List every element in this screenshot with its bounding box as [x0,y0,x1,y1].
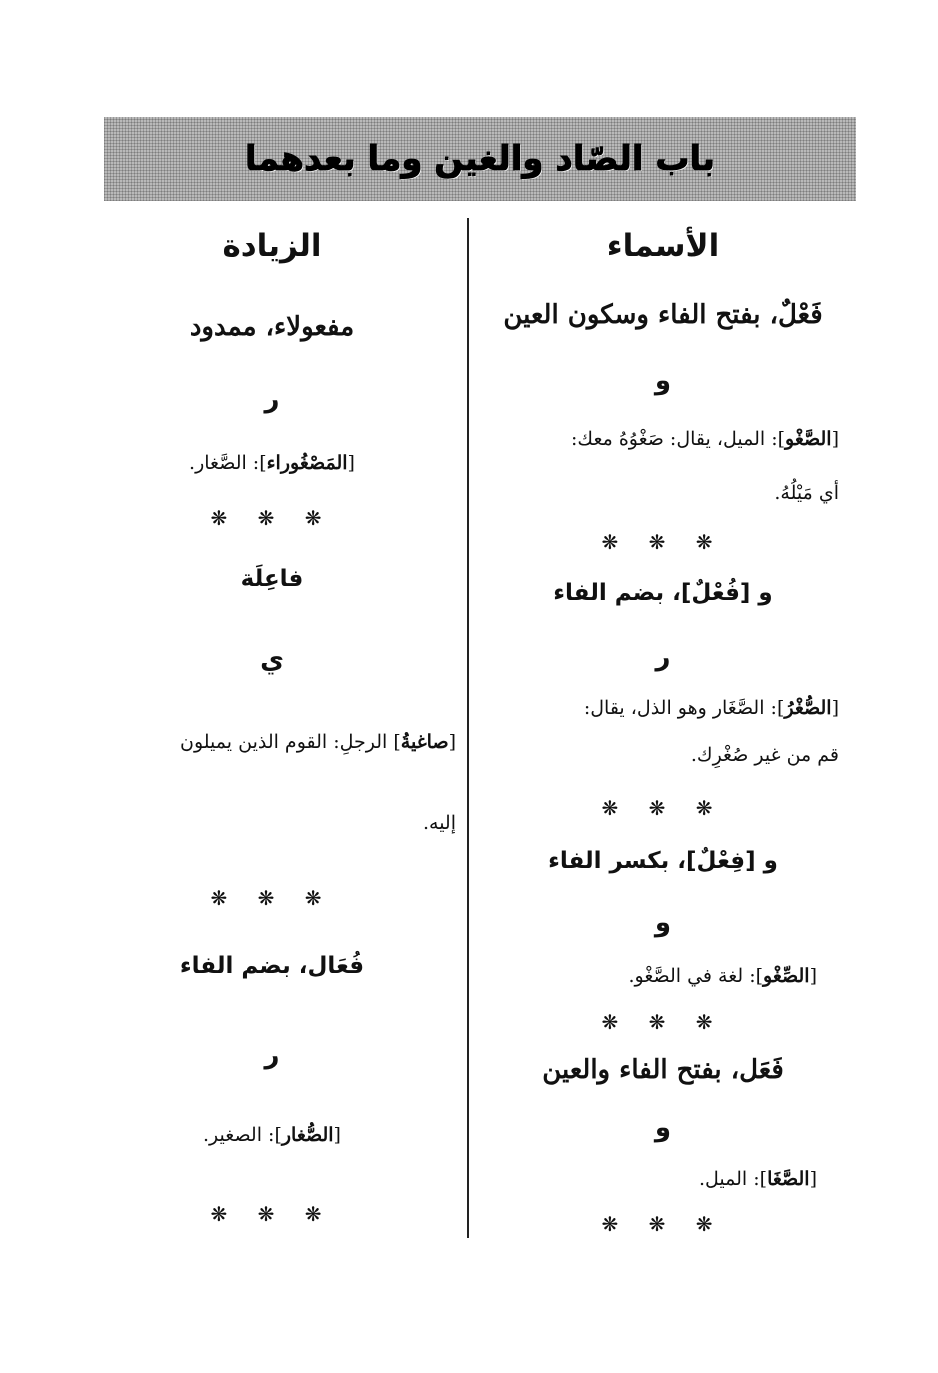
column-divider [467,218,469,1238]
section-title: فَعَل، بفتح الفاء والعين [542,1055,784,1085]
headword: الصَّغْو [785,428,832,450]
root-letter: ر [655,642,671,672]
section-title: فُعَال، بضم الفاء [179,953,365,979]
headword: الصِّغْو [763,965,810,987]
definition: : الصَّغار. [189,452,260,474]
definition: : الميل. [699,1168,760,1190]
entry-line: [صاغيةُ] الرجلِ: القوم الذين يميلون [180,731,456,753]
separator-stars: ❋ ❋ ❋ [210,1202,334,1226]
root-letter: ي [260,645,284,675]
root-letter: ر [264,384,280,414]
entry-line-continued: إليه. [422,812,456,834]
headword: الصَّغَا [767,1168,810,1190]
entry-line: [الصُّغار]: الصغير. [203,1124,341,1146]
left-heading: الزيادة [222,228,322,264]
entry-line: [المَصْغُوراء]: الصَّغار. [189,452,355,474]
separator-stars: ❋ ❋ ❋ [210,886,334,910]
entry-line: [الصِّغْو]: لغة في الصَّغْو. [628,965,817,987]
separator-stars: ❋ ❋ ❋ [601,796,725,820]
root-letter: و [654,908,672,938]
entry-line-continued: أي مَيْلُهُ. [774,482,839,504]
entry-line: [الصُّغْرُ]: الصَّغَار وهو الذل، يقال: [583,697,839,719]
headword: المَصْغُوراء [266,452,348,474]
separator-stars: ❋ ❋ ❋ [601,530,725,554]
section-title: فاعِلَة [240,566,304,592]
root-letter: و [654,366,672,396]
definition: : لغة في الصَّغْو. [628,965,756,987]
entry-line-continued: قم من غير صُغْرِك. [690,744,839,766]
section-title: و [فِعْلٌ]، بكسر الفاء [548,848,778,874]
entry-line: [الصَّغَا]: الميل. [699,1168,817,1190]
definition: : الميل، يقال: صَغْوُهُ معك: [571,428,778,450]
chapter-banner [104,117,856,201]
definition: : الصَّغَار وهو الذل، يقال: [583,697,777,719]
section-title: فَعْلٌ، بفتح الفاء وسكون العين [503,300,823,330]
headword: صاغيةُ [400,731,449,753]
root-letter: و [654,1113,672,1143]
headword: الصُّغار [281,1124,334,1146]
definition: : الصغير. [203,1124,275,1146]
entry-line: [الصَّغْو]: الميل، يقال: صَغْوُهُ معك: [571,428,839,450]
separator-stars: ❋ ❋ ❋ [601,1010,725,1034]
section-title: و [فُعْلٌ]، بضم الفاء [553,580,773,606]
headword: الصُّغْرُ [784,697,832,719]
chapter-title: باب الصّاد والغين وما بعدهما [244,139,716,179]
section-title: مفعولاء، ممدود [189,312,355,342]
separator-stars: ❋ ❋ ❋ [210,506,334,530]
root-letter: ر [264,1040,280,1070]
separator-stars: ❋ ❋ ❋ [601,1212,725,1236]
definition: الرجلِ: القوم الذين يميلون [180,731,394,753]
right-heading: الأسماء [606,228,720,264]
